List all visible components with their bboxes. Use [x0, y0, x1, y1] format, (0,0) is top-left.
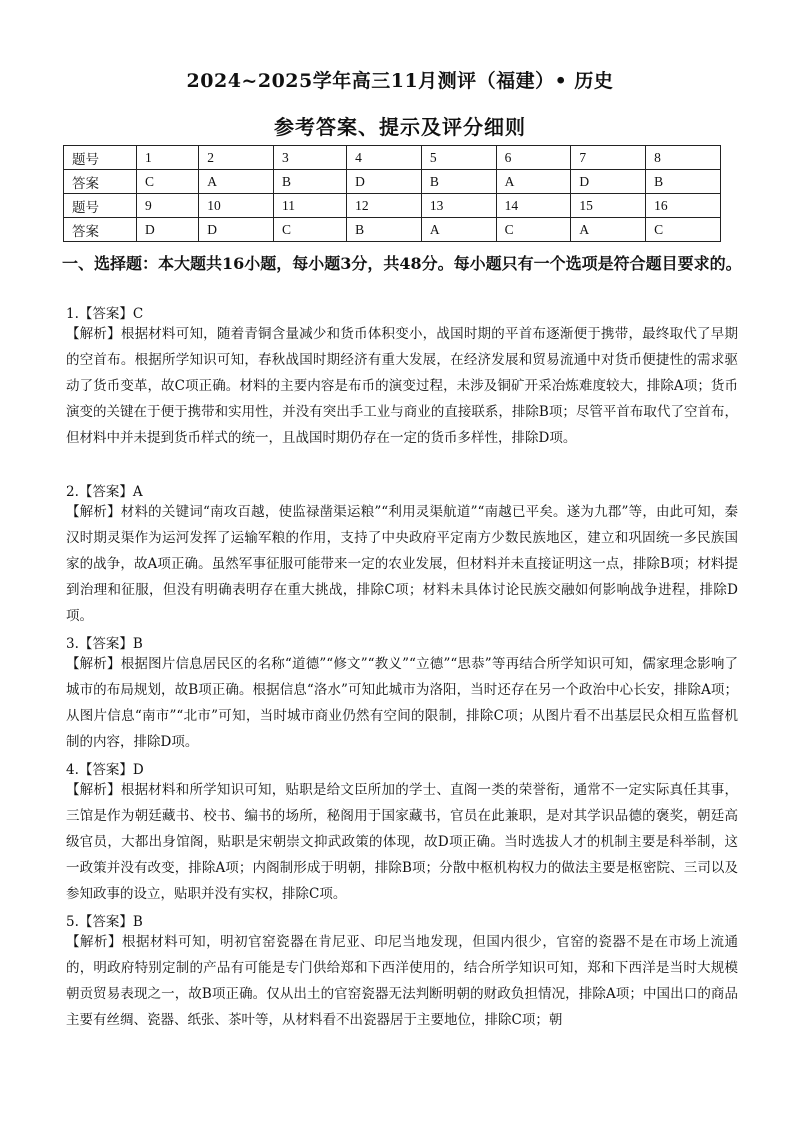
answer-table-cell: 5	[421, 146, 496, 170]
question-1-analysis: 【解析】根据材料可知，随着青铜含量减少和货币体积变小，战国时期的平首布逐渐便于携带，最终取代了早期的空首布。根据所学知识可知，春秋战国时期经济有重大发展，在经济发展和贸易流通中对货币便捷性的需求驱动了货币变革，故C项正确。材料的主要内容是布币的演变过程，未涉及铜矿开采冶炼难度较大，排除A项；货币演变的关键在于便于携带和实用性，并没有突出手工业与商业的直接联系，排除B项；尽管平首布取代了空首布，但材料中并未提到货币样式的统一，且战国时期仍存在一定的货币多样性，排除D项。	[66, 326, 738, 446]
answer-table-row	[64, 146, 721, 170]
question-2-answer: 2.【答案】A	[66, 484, 143, 500]
answer-table-row-label: 题号	[64, 146, 137, 170]
answer-table-row	[64, 170, 721, 194]
answer-table-cell: 9	[137, 194, 199, 218]
answer-table-row-label: 答案	[64, 170, 137, 194]
answer-table-cell: D	[571, 170, 646, 194]
answer-table-cell: 7	[571, 146, 646, 170]
answer-table-cell: 4	[347, 146, 422, 170]
answer-table-cell: B	[421, 170, 496, 194]
answer-table-cell: 13	[421, 194, 496, 218]
question-2-analysis: 【解析】材料的关键词“南攻百越，使监禄凿渠运粮”“利用灵渠航道”“南越已平矣。遂为九郡”等，由此可知，秦汉时期灵渠作为运河发挥了运输军粮的作用，支持了中央政府平定南方少数民族地区，建立和巩固统一多民族国家的战争，故A项正确。虽然军事征服可能带来一定的农业发展，但材料并未直接证明这一点，排除B项；材料提到治理和征服，但没有明确表明存在重大挑战，排除C项；材料未具体讨论民族交融如何影响战争进程，排除D项。	[66, 504, 738, 624]
question-4-answer: 4.【答案】D	[66, 762, 144, 778]
answer-table-row	[64, 218, 721, 242]
answer-table-row-label: 答案	[64, 218, 137, 242]
answer-table-cell: 10	[199, 194, 274, 218]
question-4-analysis: 【解析】根据材料和所学知识可知，贴职是给文臣所加的学士、直阁一类的荣誉衔，通常不一定实际真任其事，三馆是作为朝廷藏书、校书、编书的场所，秘阁用于国家藏书，官员在此兼职，是对其学识品德的褒奖，朝廷高级官员，大都出身馆阁，贴职是宋朝崇文抑武政策的体现，故D项正确。当时选拔人才的机制主要是科举制，这一政策并没有改变，排除A项；内阁制形成于明朝，排除B项；分散中枢机构权力的做法主要是枢密院、三司以及参知政事的设立，贴职并没有实权，排除C项。	[66, 782, 738, 902]
section-heading: 一、选择题：本大题共16小题，每小题3分，共48分。每小题只有一个选项是符合题目要求的。	[62, 254, 742, 273]
question-1-answer: 1.【答案】C	[66, 306, 144, 322]
page-subtitle: 参考答案、提示及评分细则	[274, 115, 526, 139]
answer-table-cell: D	[347, 170, 422, 194]
question-5-answer: 5.【答案】B	[66, 914, 143, 930]
answer-table-cell: 2	[199, 146, 274, 170]
answer-table-cell: D	[199, 218, 274, 242]
answer-table-cell: 12	[347, 194, 422, 218]
answer-table-cell: D	[137, 218, 199, 242]
answer-table	[63, 145, 721, 242]
answer-table-cell: 3	[274, 146, 347, 170]
question-3-answer: 3.【答案】B	[66, 636, 143, 652]
answer-table-row	[64, 194, 721, 218]
answer-table-cell: 6	[496, 146, 571, 170]
answer-table-cell: 16	[646, 194, 721, 218]
answer-table-cell: C	[274, 218, 347, 242]
answer-table-cell: A	[571, 218, 646, 242]
answer-table-cell: B	[274, 170, 347, 194]
answer-table-cell: 8	[646, 146, 721, 170]
answer-table-cell: 11	[274, 194, 347, 218]
answer-table-cell: C	[646, 218, 721, 242]
answer-table-cell: 1	[137, 146, 199, 170]
answer-table-cell: C	[496, 218, 571, 242]
page-title: 2024~2025学年高三11月测评（福建）• 历史	[186, 70, 614, 92]
question-5-analysis: 【解析】根据材料可知，明初官窑瓷器在肯尼亚、印尼当地发现，但国内很少，官窑的瓷器不是在市场上流通的，明政府特别定制的产品有可能是专门供给郑和下西洋使用的，结合所学知识可知，郑和下西洋是当时大规模朝贡贸易表现之一，故B项正确。仅从出土的官窑瓷器无法判断明朝的财政负担情况，排除A项；中国出口的商品主要有丝绸、瓷器、纸张、茶叶等，从材料看不出瓷器居于主要地位，排除C项；朝	[66, 934, 738, 1028]
answer-table-cell: A	[421, 218, 496, 242]
answer-table-cell: 14	[496, 194, 571, 218]
answer-table-cell: C	[137, 170, 199, 194]
question-3-analysis: 【解析】根据图片信息居民区的名称“道德”“修文”“教义”“立德”“思恭”等再结合所学知识可知，儒家理念影响了城市的布局规划，故B项正确。根据信息“洛水”可知此城市为洛阳，当时还存在另一个政治中心长安，排除A项；从图片信息“南市”“北市”可知，当时城市商业仍然有空间的限制，排除C项；从图片看不出基层民众相互监督机制的内容，排除D项。	[66, 656, 738, 750]
answer-table-row-label: 题号	[64, 194, 137, 218]
answer-table-cell: 15	[571, 194, 646, 218]
answer-table-cell: B	[646, 170, 721, 194]
answer-table-cell: B	[347, 218, 422, 242]
answer-table-cell: A	[496, 170, 571, 194]
answer-table-cell: A	[199, 170, 274, 194]
